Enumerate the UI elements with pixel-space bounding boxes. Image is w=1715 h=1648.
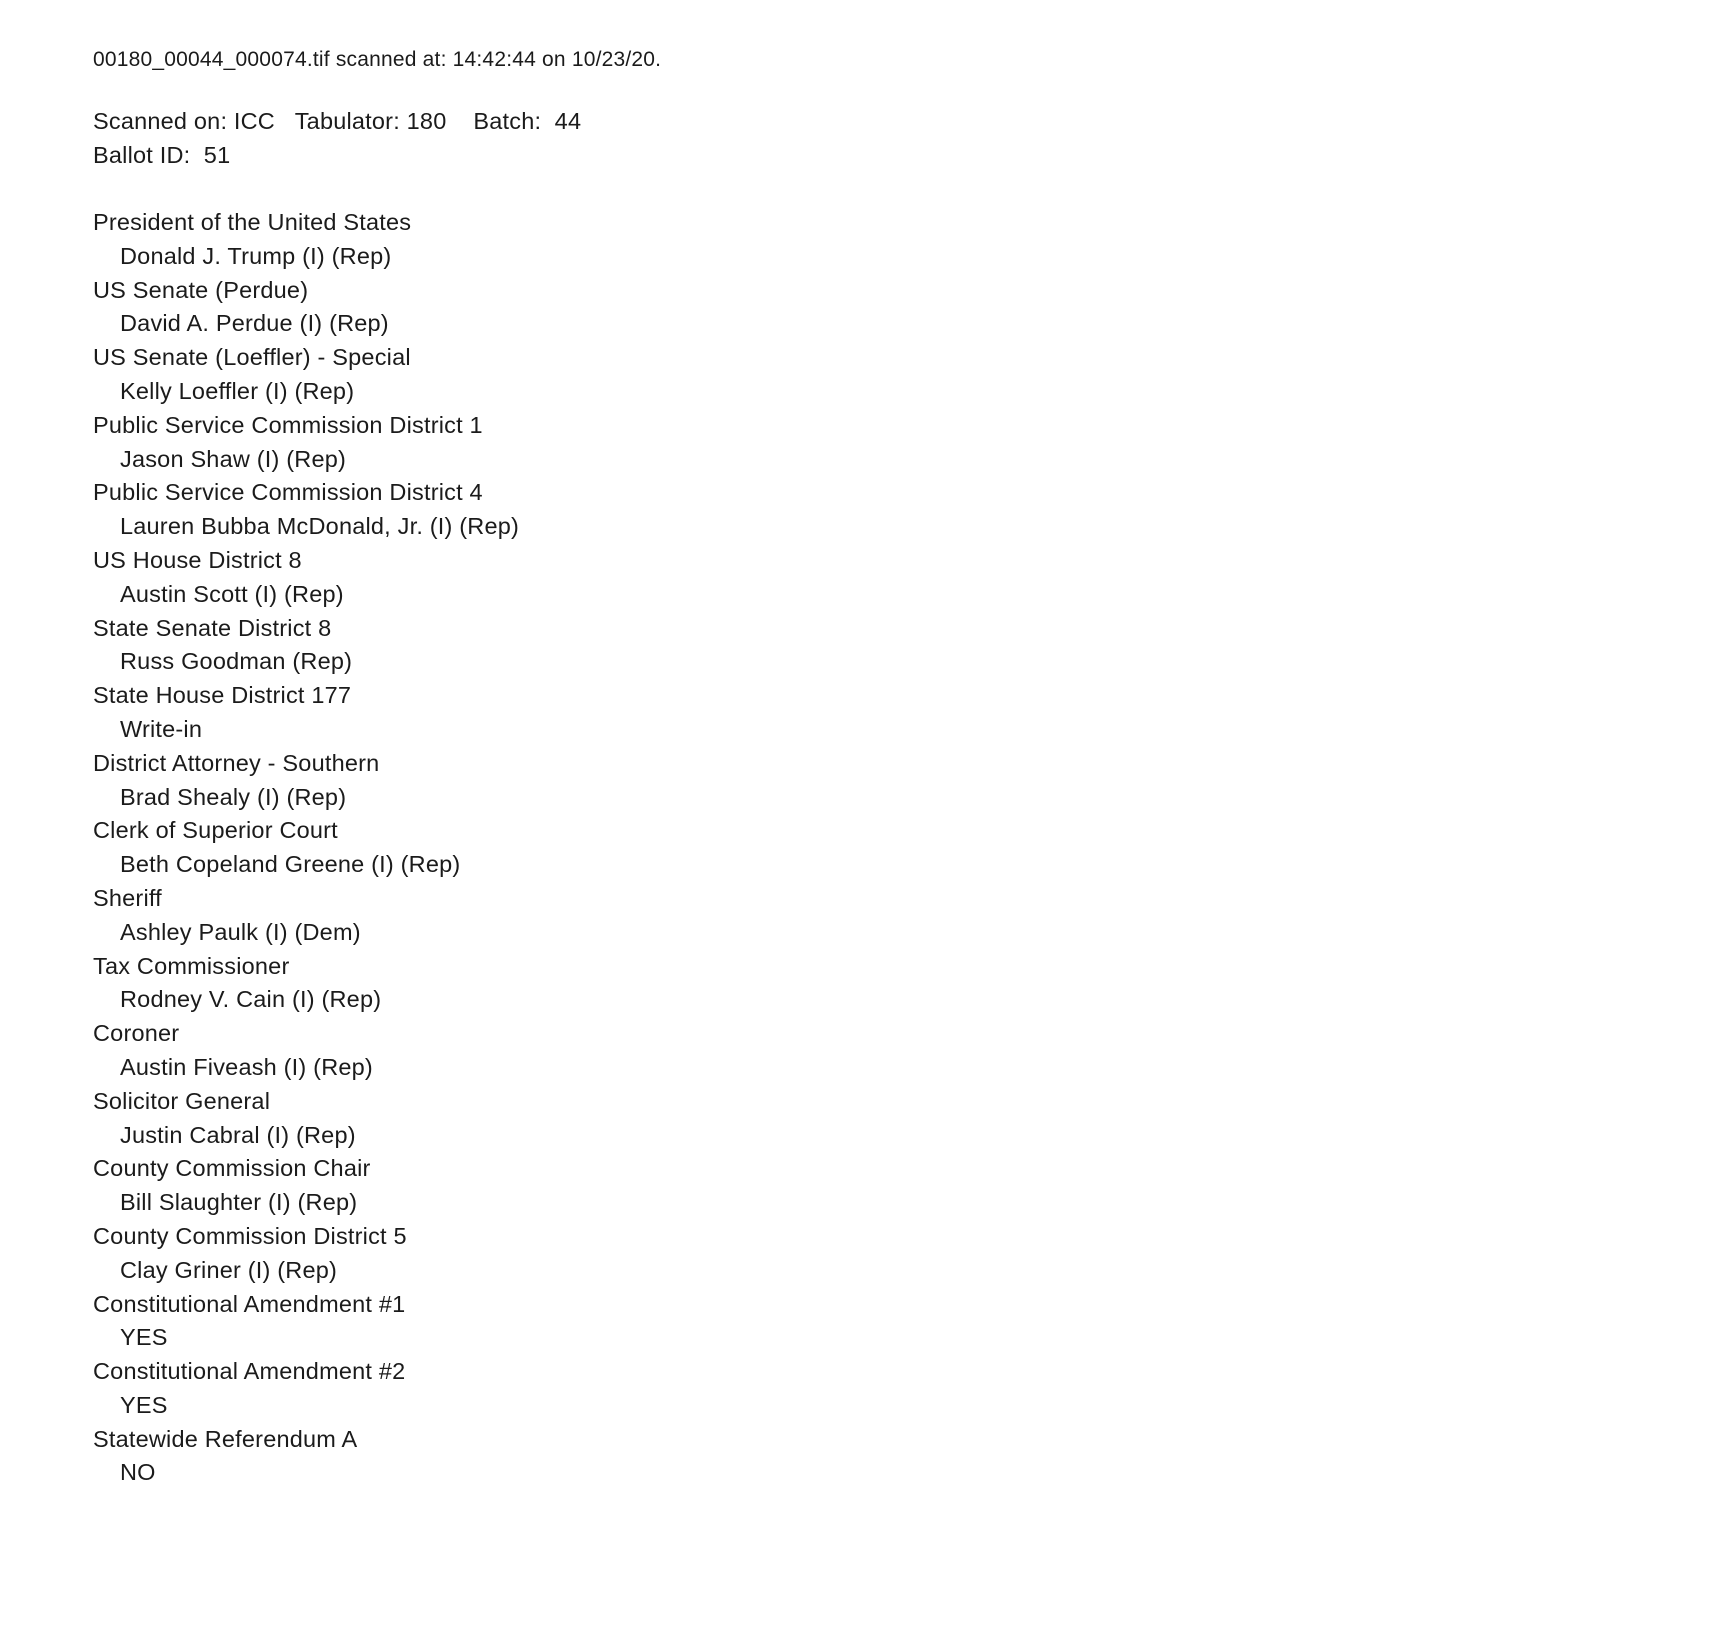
contest-office: Tax Commissioner <box>93 952 290 979</box>
contest-selection: David A. Perdue (I) (Rep) <box>120 310 389 337</box>
contest-office: County Commission Chair <box>93 1155 371 1182</box>
contest-selection: Ashley Paulk (I) (Dem) <box>120 918 361 945</box>
contest-office: US Senate (Perdue) <box>93 276 309 303</box>
ballot-id-line: Ballot ID: 51 <box>93 142 231 168</box>
contest-office: President of the United States <box>93 209 412 235</box>
contest-office: Statewide Referendum A <box>93 1425 358 1452</box>
contest-selection: Kelly Loeffler (I) (Rep) <box>120 377 355 404</box>
scanner-tabulator-batch-line: Scanned on: ICC Tabulator: 180 Batch: 44 <box>93 108 582 134</box>
contest-selection: Justin Cabral (I) (Rep) <box>120 1121 356 1148</box>
contest-office: Coroner <box>93 1020 180 1047</box>
contest-item <box>93 544 1675 612</box>
contest-item <box>93 612 1675 680</box>
contest-item <box>93 1288 1675 1356</box>
contest-item <box>93 206 1675 274</box>
contest-item <box>93 1152 1675 1220</box>
contest-selection: Beth Copeland Greene (I) (Rep) <box>120 851 461 878</box>
contest-office: Constitutional Amendment #1 <box>93 1290 406 1317</box>
contest-selection: Russ Goodman (Rep) <box>120 648 353 675</box>
contest-office: Solicitor General <box>93 1087 271 1114</box>
contest-selection: Austin Fiveash (I) (Rep) <box>120 1053 373 1080</box>
contest-item <box>93 274 1675 342</box>
contest-item <box>93 1220 1675 1288</box>
contest-selection: Rodney V. Cain (I) (Rep) <box>120 986 382 1013</box>
contest-selection: Bill Slaughter (I) (Rep) <box>120 1189 358 1216</box>
contest-office: District Attorney - Southern <box>93 749 380 776</box>
contest-item <box>93 747 1675 815</box>
contest-item <box>93 814 1675 882</box>
contest-selection: YES <box>120 1391 168 1418</box>
contest-selection: Write-in <box>120 715 203 742</box>
contest-item <box>93 1355 1675 1423</box>
contest-selection: NO <box>120 1459 156 1486</box>
contest-item <box>93 1017 1675 1085</box>
contest-item <box>93 950 1675 1018</box>
contest-item <box>93 1085 1675 1153</box>
contest-office: Public Service Commission District 1 <box>93 411 483 438</box>
contest-list <box>93 206 1675 1490</box>
contest-selection: Donald J. Trump (I) (Rep) <box>120 242 392 269</box>
scan-filename-line: 00180_00044_000074.tif scanned at: 14:42:44 on 10/23/20. <box>93 48 662 71</box>
contest-office: Clerk of Superior Court <box>93 817 338 844</box>
contest-item <box>93 882 1675 950</box>
contest-office: US Senate (Loeffler) - Special <box>93 344 411 371</box>
contest-office: State House District 177 <box>93 682 352 709</box>
contest-office: State Senate District 8 <box>93 614 332 641</box>
contest-selection: Austin Scott (I) (Rep) <box>120 580 344 607</box>
contest-item <box>93 476 1675 544</box>
contest-item <box>93 1423 1675 1491</box>
contest-item <box>93 409 1675 477</box>
contest-office: Constitutional Amendment #2 <box>93 1358 406 1385</box>
contest-selection: YES <box>120 1324 168 1351</box>
contest-office: Sheriff <box>93 884 162 911</box>
contest-office: Public Service Commission District 4 <box>93 479 483 506</box>
contest-selection: Jason Shaw (I) (Rep) <box>120 445 347 472</box>
contest-selection: Brad Shealy (I) (Rep) <box>120 783 347 810</box>
contest-office: US House District 8 <box>93 546 302 573</box>
contest-item <box>93 679 1675 747</box>
contest-office: County Commission District 5 <box>93 1222 407 1249</box>
contest-item <box>93 341 1675 409</box>
contest-selection: Clay Griner (I) (Rep) <box>120 1256 338 1283</box>
contest-selection: Lauren Bubba McDonald, Jr. (I) (Rep) <box>120 513 520 540</box>
